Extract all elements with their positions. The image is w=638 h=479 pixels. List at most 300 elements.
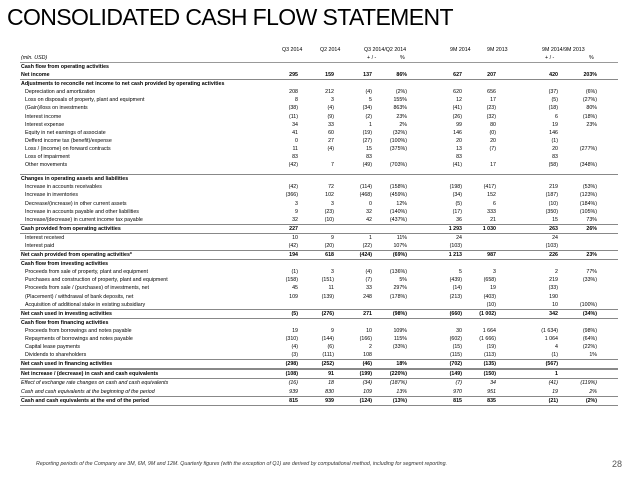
cell-value: 34 xyxy=(490,380,496,387)
cell-value: (17) xyxy=(452,208,462,215)
cell-value: (277%) xyxy=(579,145,597,152)
cell-value: (366) xyxy=(285,192,298,199)
cell-value: (375%) xyxy=(389,145,407,152)
page-title: CONSOLIDATED CASH FLOW STATEMENT xyxy=(7,4,453,30)
cell-value: 107% xyxy=(393,242,407,249)
cell-value: 3 xyxy=(295,200,298,207)
table-row xyxy=(20,174,618,183)
row-label: Proceeds from borrowings and notes payable xyxy=(25,327,132,334)
cell-value: (567) xyxy=(545,361,558,368)
cash-flow-table xyxy=(20,44,618,406)
cell-value: 23% xyxy=(586,121,597,128)
cell-value: 102 xyxy=(325,192,334,199)
cell-value: (350) xyxy=(545,208,558,215)
cell-value: (437%) xyxy=(389,216,407,223)
cell-value: 12% xyxy=(396,200,407,207)
cell-value: (184%) xyxy=(579,200,597,207)
table-row xyxy=(20,351,618,359)
row-label: Other movements xyxy=(25,162,68,169)
cell-value: 342 xyxy=(549,310,558,317)
table-row xyxy=(20,121,618,129)
cell-value: (158%) xyxy=(389,184,407,191)
table-body xyxy=(20,63,618,406)
cell-value: 297% xyxy=(393,285,407,292)
cell-value: (37) xyxy=(548,89,558,96)
row-label: Capital lease payments xyxy=(25,344,81,351)
cell-value: (252) xyxy=(321,361,334,368)
cell-value: 152 xyxy=(487,192,496,199)
table-row xyxy=(20,250,618,260)
cell-value: (18%) xyxy=(582,113,597,120)
table-row xyxy=(20,327,618,335)
row-label: Interest expense xyxy=(25,121,65,128)
cell-value: 1 xyxy=(369,121,372,128)
cell-value: 21 xyxy=(490,216,496,223)
table-row xyxy=(20,183,618,191)
cell-value: 627 xyxy=(453,72,462,79)
cell-value: 17 xyxy=(490,97,496,104)
cell-value: 23% xyxy=(586,252,597,259)
cell-value: (213) xyxy=(449,293,462,300)
table-row xyxy=(20,63,618,71)
row-label: Cash provided from operating activities xyxy=(21,225,121,232)
table-row xyxy=(20,129,618,137)
cell-value: (187%) xyxy=(389,380,407,387)
cell-value: (21) xyxy=(548,397,558,404)
cell-value: (64%) xyxy=(582,336,597,342)
cell-value: 420 xyxy=(549,72,558,79)
cell-value: 618 xyxy=(325,252,334,259)
cell-value: (18) xyxy=(548,105,558,112)
table-row xyxy=(20,96,618,104)
cell-value: (34) xyxy=(452,192,462,199)
cell-value: (41) xyxy=(452,162,462,169)
cell-value: 9 xyxy=(331,234,334,241)
cell-value: 83 xyxy=(552,154,558,161)
cell-value: (199) xyxy=(359,371,372,378)
cell-value: (403) xyxy=(483,293,496,300)
cell-value: (13%) xyxy=(392,397,407,404)
cell-value: 3 xyxy=(331,200,334,207)
table-row xyxy=(20,379,618,387)
cell-value: (139) xyxy=(321,293,334,300)
cell-value: (298) xyxy=(285,361,298,368)
row-label: Net cash used in investing activities xyxy=(21,310,112,317)
cell-value: 5% xyxy=(399,277,407,284)
cell-value: 939 xyxy=(289,388,298,395)
table-row xyxy=(20,284,618,292)
row-label: Loss of impairment xyxy=(25,154,70,161)
table-row xyxy=(20,71,618,80)
cell-value: 9 xyxy=(331,327,334,334)
cell-value: 10 xyxy=(366,327,372,334)
cell-value: (23) xyxy=(324,208,334,215)
cell-value: (33) xyxy=(548,285,558,292)
cell-value: 203% xyxy=(583,72,597,79)
cell-value: 0 xyxy=(369,200,372,207)
cell-value: 60 xyxy=(328,129,334,136)
table-row xyxy=(20,104,618,112)
cell-value: 83 xyxy=(292,154,298,161)
cell-value: (6%) xyxy=(585,89,597,96)
table-row xyxy=(20,309,618,319)
row-label: Cash and cash equivalents at the end of the period xyxy=(21,397,150,404)
cell-value: (198) xyxy=(449,184,462,191)
cell-value: 33 xyxy=(366,285,372,292)
cell-value: (41) xyxy=(452,105,462,112)
cell-value: (166) xyxy=(359,336,372,342)
cell-value: 99 xyxy=(456,121,462,128)
cell-value: (7) xyxy=(365,277,372,284)
cell-value: 72 xyxy=(328,184,334,191)
cell-value: (103) xyxy=(449,242,462,249)
cell-value: 146 xyxy=(549,129,558,136)
table-row xyxy=(20,268,618,276)
table-row xyxy=(20,388,618,396)
cell-value: 33 xyxy=(328,121,334,128)
cell-value: (22) xyxy=(362,242,372,249)
cell-value: (58) xyxy=(548,162,558,169)
cell-value: 656 xyxy=(487,89,496,96)
cell-value: 115% xyxy=(393,336,407,342)
cell-value: 987 xyxy=(487,252,496,259)
cell-value: (417) xyxy=(483,184,496,191)
cell-value: (468) xyxy=(359,192,372,199)
cell-value: 17 xyxy=(490,162,496,169)
cell-value: 19 xyxy=(552,388,558,395)
table-row xyxy=(20,293,618,301)
cell-value: 19 xyxy=(490,285,496,292)
cell-value: 45 xyxy=(292,285,298,292)
row-label: Dividends to shareholders xyxy=(25,352,87,359)
cell-value: 13% xyxy=(396,388,407,395)
cell-value: 830 xyxy=(325,388,334,395)
cell-value: 10 xyxy=(552,301,558,308)
row-label: Increase in accounts receivables xyxy=(25,184,102,191)
cell-value: 1 064 xyxy=(544,336,558,342)
cell-value: (4) xyxy=(327,145,334,152)
cell-value: 2% xyxy=(399,121,407,128)
cell-value: 263 xyxy=(549,225,558,232)
table-row xyxy=(20,369,618,379)
cell-value: (1 634) xyxy=(541,327,558,334)
cell-value: (4) xyxy=(291,344,298,351)
cell-value: 155% xyxy=(393,97,407,104)
cell-value: (123%) xyxy=(579,192,597,199)
cell-value: (3) xyxy=(291,352,298,359)
cell-value: (4) xyxy=(365,89,372,96)
cell-value: 1 213 xyxy=(448,252,462,259)
table-row xyxy=(20,80,618,88)
cell-value: (26) xyxy=(452,113,462,120)
cell-value: 24 xyxy=(552,234,558,241)
cell-value: (49) xyxy=(362,162,372,169)
cell-value: (108) xyxy=(285,371,298,378)
cell-value: 73% xyxy=(586,216,597,223)
cell-value: 1 xyxy=(369,234,372,241)
cell-value: 3 xyxy=(331,97,334,104)
cell-value: 26% xyxy=(586,225,597,232)
row-label: Repayments of borrowings and notes payable xyxy=(25,336,133,342)
cell-value: 863% xyxy=(393,105,407,112)
cell-value: 1 293 xyxy=(448,225,462,232)
cell-value: 18 xyxy=(328,380,334,387)
column-header-row xyxy=(20,44,618,54)
table-row xyxy=(20,113,618,121)
cell-value: 212 xyxy=(325,89,334,96)
cell-value: (114) xyxy=(360,184,372,191)
cell-value: (2%) xyxy=(585,397,597,404)
table-row xyxy=(20,335,618,343)
cell-value: 18% xyxy=(396,361,407,368)
row-label: Decrease/(increase) in other current assets xyxy=(25,200,127,207)
diff-label-2: + / - xyxy=(545,55,555,61)
row-label: Net cash provided from operating activities* xyxy=(21,252,132,259)
cell-value: 32 xyxy=(366,208,372,215)
table-row xyxy=(20,153,618,161)
cell-value: (19) xyxy=(362,129,372,136)
cell-value: 6 xyxy=(555,113,558,120)
row-label: Adjustments to reconcile net income to net cash provided by operating activities xyxy=(21,81,225,88)
cell-value: 27 xyxy=(328,137,334,144)
col-q2-2014: Q2 2014 xyxy=(320,47,341,53)
cell-value: 8 xyxy=(295,97,298,104)
cell-value: (151) xyxy=(321,277,334,284)
cell-value: 15 xyxy=(366,145,372,152)
row-label: (Placement) / withdrawal of bank deposits, net xyxy=(25,293,134,300)
table-row xyxy=(20,242,618,250)
cell-value: (1 666) xyxy=(479,336,496,342)
cell-value: 36 xyxy=(456,216,462,223)
cell-value: (20) xyxy=(324,242,334,249)
row-label: Interest income xyxy=(25,113,62,120)
row-label: (Gain)/loss on investments xyxy=(25,105,88,112)
cell-value: (14) xyxy=(452,285,462,292)
cell-value: (53%) xyxy=(582,184,597,191)
cell-value: 109 xyxy=(289,293,298,300)
cell-value: 12 xyxy=(456,97,462,104)
cell-value: (32) xyxy=(486,113,496,120)
cell-value: 333 xyxy=(487,208,496,215)
row-label: Increase in inventories xyxy=(25,192,78,199)
cell-value: 109% xyxy=(393,327,407,334)
cell-value: (4) xyxy=(365,269,372,276)
row-label: Loss on disposals of property, plant and equipment xyxy=(25,97,145,104)
cell-value: 190 xyxy=(549,293,558,300)
row-label: Net increase / (decrease) in cash and cash equivalents xyxy=(21,371,159,378)
cell-value: 620 xyxy=(453,89,462,96)
cell-value: (1) xyxy=(551,137,558,144)
cell-value: (10) xyxy=(548,200,558,207)
cell-value: (7) xyxy=(455,380,462,387)
cell-value: (27%) xyxy=(582,97,597,104)
cell-value: (22%) xyxy=(582,344,597,351)
table-row xyxy=(20,359,618,369)
cell-value: 20 xyxy=(552,145,558,152)
cell-value: (187) xyxy=(545,192,558,199)
cell-value: (100%) xyxy=(579,301,597,308)
cell-value: 20 xyxy=(456,137,462,144)
cell-value: (135) xyxy=(483,361,496,368)
cell-value: 0 xyxy=(295,137,298,144)
cell-value: 2% xyxy=(589,388,597,395)
cell-value: 6 xyxy=(493,200,496,207)
row-label: Interest received xyxy=(25,234,65,241)
cell-value: (144) xyxy=(321,336,334,342)
cell-value: (33%) xyxy=(392,344,407,351)
row-label: Defferd income tax (benefit)/expense xyxy=(25,137,112,144)
cell-value: 815 xyxy=(453,397,462,404)
cell-value: 80 xyxy=(490,121,496,128)
cell-value: 10 xyxy=(292,234,298,241)
cell-value: (32%) xyxy=(392,129,407,136)
cell-value: (6) xyxy=(327,344,334,351)
unit-label: (mln. USD) xyxy=(21,55,48,61)
cell-value: 77% xyxy=(586,269,597,276)
row-label: Effect of exchange rate changes on cash and cash equivalents xyxy=(21,380,169,387)
cell-value: (19) xyxy=(486,344,496,351)
cell-value: (69%) xyxy=(392,252,407,259)
cell-value: 146 xyxy=(453,129,462,136)
cell-value: 108 xyxy=(363,352,372,359)
cell-value: (5) xyxy=(455,200,462,207)
cell-value: (424) xyxy=(359,252,372,259)
row-label: Increase in accounts payable and other liabilities xyxy=(25,208,139,215)
cell-value: 19 xyxy=(552,121,558,128)
table-row xyxy=(20,145,618,153)
cell-value: (34%) xyxy=(582,310,597,317)
cell-value: 3 xyxy=(331,269,334,276)
cell-value: 11% xyxy=(396,234,407,241)
cell-value: (5) xyxy=(291,310,298,317)
cell-value: 34 xyxy=(292,121,298,128)
table-row xyxy=(20,200,618,208)
cell-value: 939 xyxy=(325,397,334,404)
cell-value: (136%) xyxy=(389,269,407,276)
cell-value: (158) xyxy=(285,277,298,284)
cell-value: 815 xyxy=(289,397,298,404)
cell-value: (10) xyxy=(324,216,334,223)
col-q3-vs-q2: Q3 2014/Q2 2014 xyxy=(364,47,407,53)
row-label: Cash flow from operating activities xyxy=(21,64,110,70)
cell-value: (10) xyxy=(486,301,496,308)
table-row xyxy=(20,216,618,224)
row-label: Proceeds from sale of property, plant and equipment xyxy=(25,269,148,276)
cell-value: (140%) xyxy=(389,208,407,215)
cell-value: 30 xyxy=(456,327,462,334)
cell-value: (276) xyxy=(321,310,334,317)
cell-value: (42) xyxy=(288,184,298,191)
page-number: 28 xyxy=(612,459,623,469)
footnote: Reporting periods of the Company are 3M, 6M, 9M and 12M. Quarterly figures (with the exception of Q1) are derived by computational method, including for segment reporting. xyxy=(36,461,448,467)
cell-value: 2 xyxy=(369,344,372,351)
table-row xyxy=(20,224,618,234)
cell-value: (42) xyxy=(288,162,298,169)
cell-value: 3 xyxy=(493,269,496,276)
cell-value: (9) xyxy=(327,113,334,120)
cell-value: (459%) xyxy=(389,192,407,199)
cell-value: 32 xyxy=(292,216,298,223)
pct-label: % xyxy=(400,55,405,61)
table-row xyxy=(20,343,618,351)
cell-value: 7 xyxy=(331,162,334,169)
cell-value: 5 xyxy=(459,269,462,276)
row-label: Net cash used in financing activities xyxy=(21,361,113,368)
cell-value: 248 xyxy=(363,293,372,300)
row-label: Cash flow from financing activities xyxy=(21,319,109,326)
cell-value: 2 xyxy=(555,269,558,276)
unit-row xyxy=(20,54,618,63)
table-row xyxy=(20,396,618,406)
cell-value: 1 664 xyxy=(482,327,496,334)
cell-value: 1% xyxy=(589,352,597,359)
cell-value: (124) xyxy=(359,397,372,404)
row-label: Interest paid xyxy=(25,242,55,249)
row-label: Net income xyxy=(21,72,50,79)
row-label: Acquisition of additional stake in existing subsidiary xyxy=(25,301,146,308)
cell-value: (703%) xyxy=(389,162,407,169)
cell-value: 159 xyxy=(325,72,334,79)
cell-value: (33%) xyxy=(582,277,597,284)
cell-value: (115) xyxy=(450,352,462,359)
cell-value: 194 xyxy=(289,252,298,259)
cell-value: 951 xyxy=(487,388,496,395)
cell-value: 11 xyxy=(292,145,298,152)
table-row xyxy=(20,208,618,216)
cell-value: (46) xyxy=(362,361,372,368)
table-row xyxy=(20,319,618,327)
table-row xyxy=(20,191,618,199)
row-label: Proceeds from sale / (purchases) of investments, net xyxy=(25,285,149,292)
cell-value: 20 xyxy=(490,137,496,144)
cell-value: 226 xyxy=(549,252,558,259)
pct-label-2: % xyxy=(589,55,594,61)
cell-value: (98%) xyxy=(582,327,597,334)
cell-value: (5) xyxy=(551,97,558,104)
cell-value: (23) xyxy=(486,105,496,112)
cell-value: 83 xyxy=(366,154,372,161)
diff-label: + / - xyxy=(367,55,377,61)
table-row xyxy=(20,137,618,145)
col-9m-vs-9m: 9M 2014/9M 2013 xyxy=(542,47,585,53)
cell-value: (149) xyxy=(449,371,462,378)
cell-value: (98%) xyxy=(392,310,407,317)
cell-value: (27) xyxy=(362,137,372,144)
table-row xyxy=(20,276,618,284)
cell-value: (1) xyxy=(551,352,558,359)
cell-value: (702) xyxy=(449,361,462,368)
cell-value: 970 xyxy=(453,388,462,395)
row-label: Cash flow from investing activities xyxy=(21,261,109,268)
col-q3-2014: Q3 2014 xyxy=(282,47,303,53)
cell-value: 4 xyxy=(555,344,558,351)
row-label: Cash and cash equivalents at the beginning of the period xyxy=(21,388,155,395)
cell-value: (439) xyxy=(449,277,462,284)
row-label: Depreciation and amortization xyxy=(25,89,96,96)
cell-value: 13 xyxy=(456,145,462,152)
cell-value: 9 xyxy=(295,208,298,215)
cell-value: (658) xyxy=(483,277,496,284)
row-label: Purchases and construction of property, plant and equipment xyxy=(25,277,168,284)
cell-value: 219 xyxy=(549,277,558,284)
cell-value: (2%) xyxy=(395,89,407,96)
cell-value: (16) xyxy=(288,380,298,387)
cell-value: (220%) xyxy=(389,371,407,378)
cell-value: 1 030 xyxy=(482,225,496,232)
cell-value: 271 xyxy=(363,310,372,317)
cell-value: 109 xyxy=(363,388,372,395)
cell-value: (1 002) xyxy=(479,310,496,317)
